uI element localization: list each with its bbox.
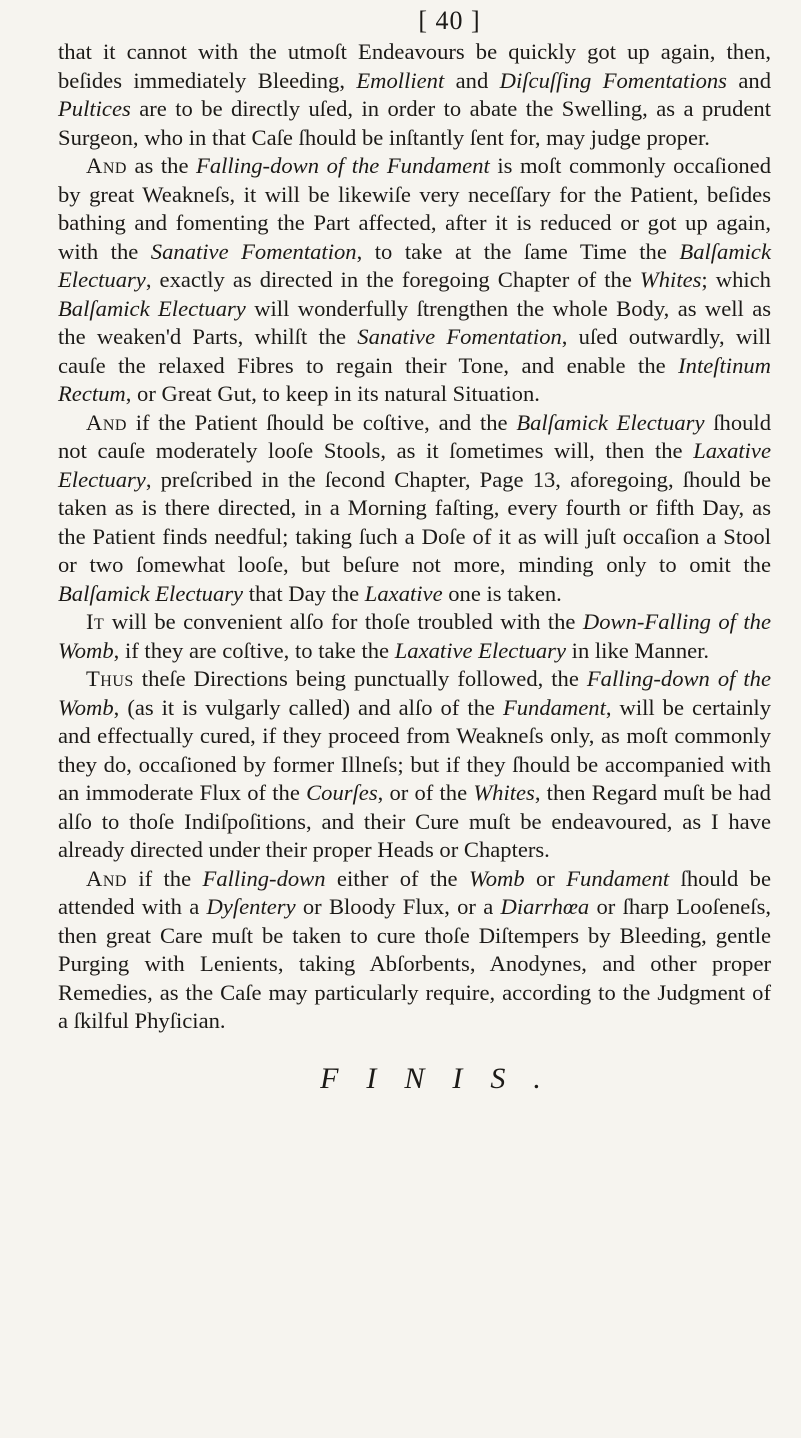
text-run: either of the: [325, 865, 469, 891]
italic-run: Womb: [468, 865, 525, 891]
paragraph-lead-word: And: [86, 409, 127, 435]
italic-run: Down-Falling of the Womb: [58, 609, 771, 663]
text-run: ſhould be attended with a: [58, 865, 772, 919]
text-run: in like Manner.: [566, 637, 710, 663]
text-run: or ſharp Looſeneſs, then great Care muſt be taken to cure thoſe Diſtempers by Bleeding, gentle Purging with Lenients, taking Abſorbents, Anodynes, and other proper Remedies, as the Caſe may particularly require, according to the Judgment of a ſkilful Phyſician.: [58, 894, 772, 1033]
text-run: are to be directly uſed, in order to abate the Swelling, as a prudent Surgeon, who in that Caſe ſhould be inſtantly ſent for, may judge proper.: [58, 96, 771, 150]
paragraph: [58, 38, 771, 152]
text-run: , then Regard muſt be had alſo to thoſe Indiſpoſitions, and their Cure muſt be endeavoured, as I have already directed under their proper Heads or Chapters.: [58, 780, 771, 862]
text-run: as the: [126, 153, 197, 178]
text-run: , preſcribed in the ſecond Chapter, Page 13, aforegoing, ſhould be taken as is there directed, in a Morning faſting, every fourth or fifth Day, as the Patient finds needful; taking ſuch a Doſe of it as will juſt occaſion a Stool or two ſomewhat looſe, but beſure not more, minding only to omit the: [58, 466, 771, 577]
italic-run: Falling-down of the Fundament: [196, 153, 490, 178]
italic-run: Fundament: [566, 865, 670, 891]
text-run: and: [444, 67, 500, 93]
text-run: one is taken.: [442, 580, 562, 606]
text-run: , will be certainly and effectually cured, if they proceed from Weakneſs only, as moſt commonly they do, occaſioned by former Illneſs; but if they ſhould be accompanied with an immoderate Flux of the: [58, 694, 772, 805]
italic-run: Sanative Fomentation: [357, 324, 562, 349]
italic-run: Falling-down: [202, 865, 326, 891]
text-run: or Bloody Flux, or a: [295, 894, 501, 919]
paragraph: [58, 409, 771, 609]
body-text: [58, 38, 771, 1036]
text-run: if the Patient ſhould be coſtive, and the: [126, 409, 517, 435]
italic-run: Whites: [473, 780, 535, 805]
italic-run: Fundament: [502, 694, 606, 720]
italic-run: Pultices: [58, 96, 131, 121]
text-run: , (as it is vulgarly called) and alſo of the: [113, 694, 503, 720]
italic-run: Sanative Fomentation: [150, 238, 357, 264]
italic-run: Diarrhœa: [500, 894, 590, 919]
page-number: [ 40 ]: [418, 6, 481, 35]
italic-run: Laxative Electuary: [58, 438, 771, 492]
paragraph-lead-word: Thus: [86, 666, 134, 691]
paragraph-lead-word: It: [86, 609, 105, 634]
italic-run: Courſes: [306, 780, 378, 805]
text-run: , exactly as directed in the foregoing Chapter of the: [145, 267, 640, 292]
paragraph-lead-word: And: [86, 865, 127, 891]
italic-run: Inteſtinum Rectum: [58, 352, 771, 406]
italic-run: Balſamick Electuary: [516, 409, 705, 435]
italic-run: Diſcuſſing Fomentations: [499, 67, 727, 93]
paragraph-lead-word: And: [86, 153, 127, 178]
italic-run: Balſamick Electuary: [58, 580, 244, 606]
italic-run: Laxative: [364, 580, 443, 606]
text-run: if the: [126, 865, 203, 891]
text-run: , or Great Gut, to keep in its natural Situation.: [125, 381, 540, 406]
italic-run: Falling-down of the Womb: [58, 666, 771, 720]
text-run: , to take at the ſame Time the: [356, 238, 680, 264]
paragraph: [58, 665, 771, 865]
italic-run: Laxative Electuary: [394, 637, 567, 663]
paragraph: [58, 865, 771, 1036]
italic-run: Balſamick Electuary: [58, 295, 246, 321]
text-run: that it cannot with the utmoſt Endeavours be quickly got up again, then, beſides immediately Bleeding,: [58, 39, 771, 93]
text-run: , if they are coſtive, to take the: [113, 637, 395, 663]
text-run: is moſt commonly occaſioned by great Weakneſs, it will be likewiſe very neceſſary for the Patient, beſides bathing and fomenting the Part affected, after it is reduced or got up again, with the: [58, 153, 772, 264]
text-run: will wonderfully ſtrengthen the whole Body, as well as the weaken'd Parts, whilſt the: [58, 295, 772, 349]
italic-run: Dyſentery: [206, 894, 296, 919]
text-run: will be convenient alſo for thoſe troubled with the: [104, 609, 583, 634]
text-run: theſe Directions being punctually followed, the: [133, 666, 587, 691]
text-run: ſhould not cauſe moderately looſe Stools, as it ſometimes will, then the: [58, 409, 771, 463]
paragraph: [58, 152, 771, 409]
text-run: and: [726, 67, 771, 93]
text-run: that Day the: [243, 580, 365, 606]
italic-run: Whites: [639, 267, 702, 292]
text-run: or: [524, 865, 567, 891]
paragraph: [58, 608, 771, 665]
text-run: ; which: [701, 267, 771, 292]
finis-line: FINIS.: [320, 1061, 569, 1095]
text-run: , uſed outwardly, will cauſe the relaxed Fibres to regain their Tone, and enable the: [58, 324, 771, 378]
text-run: , or of the: [377, 780, 474, 805]
italic-run: Balſamick Electuary: [58, 238, 771, 292]
italic-run: Emollient: [356, 67, 445, 93]
